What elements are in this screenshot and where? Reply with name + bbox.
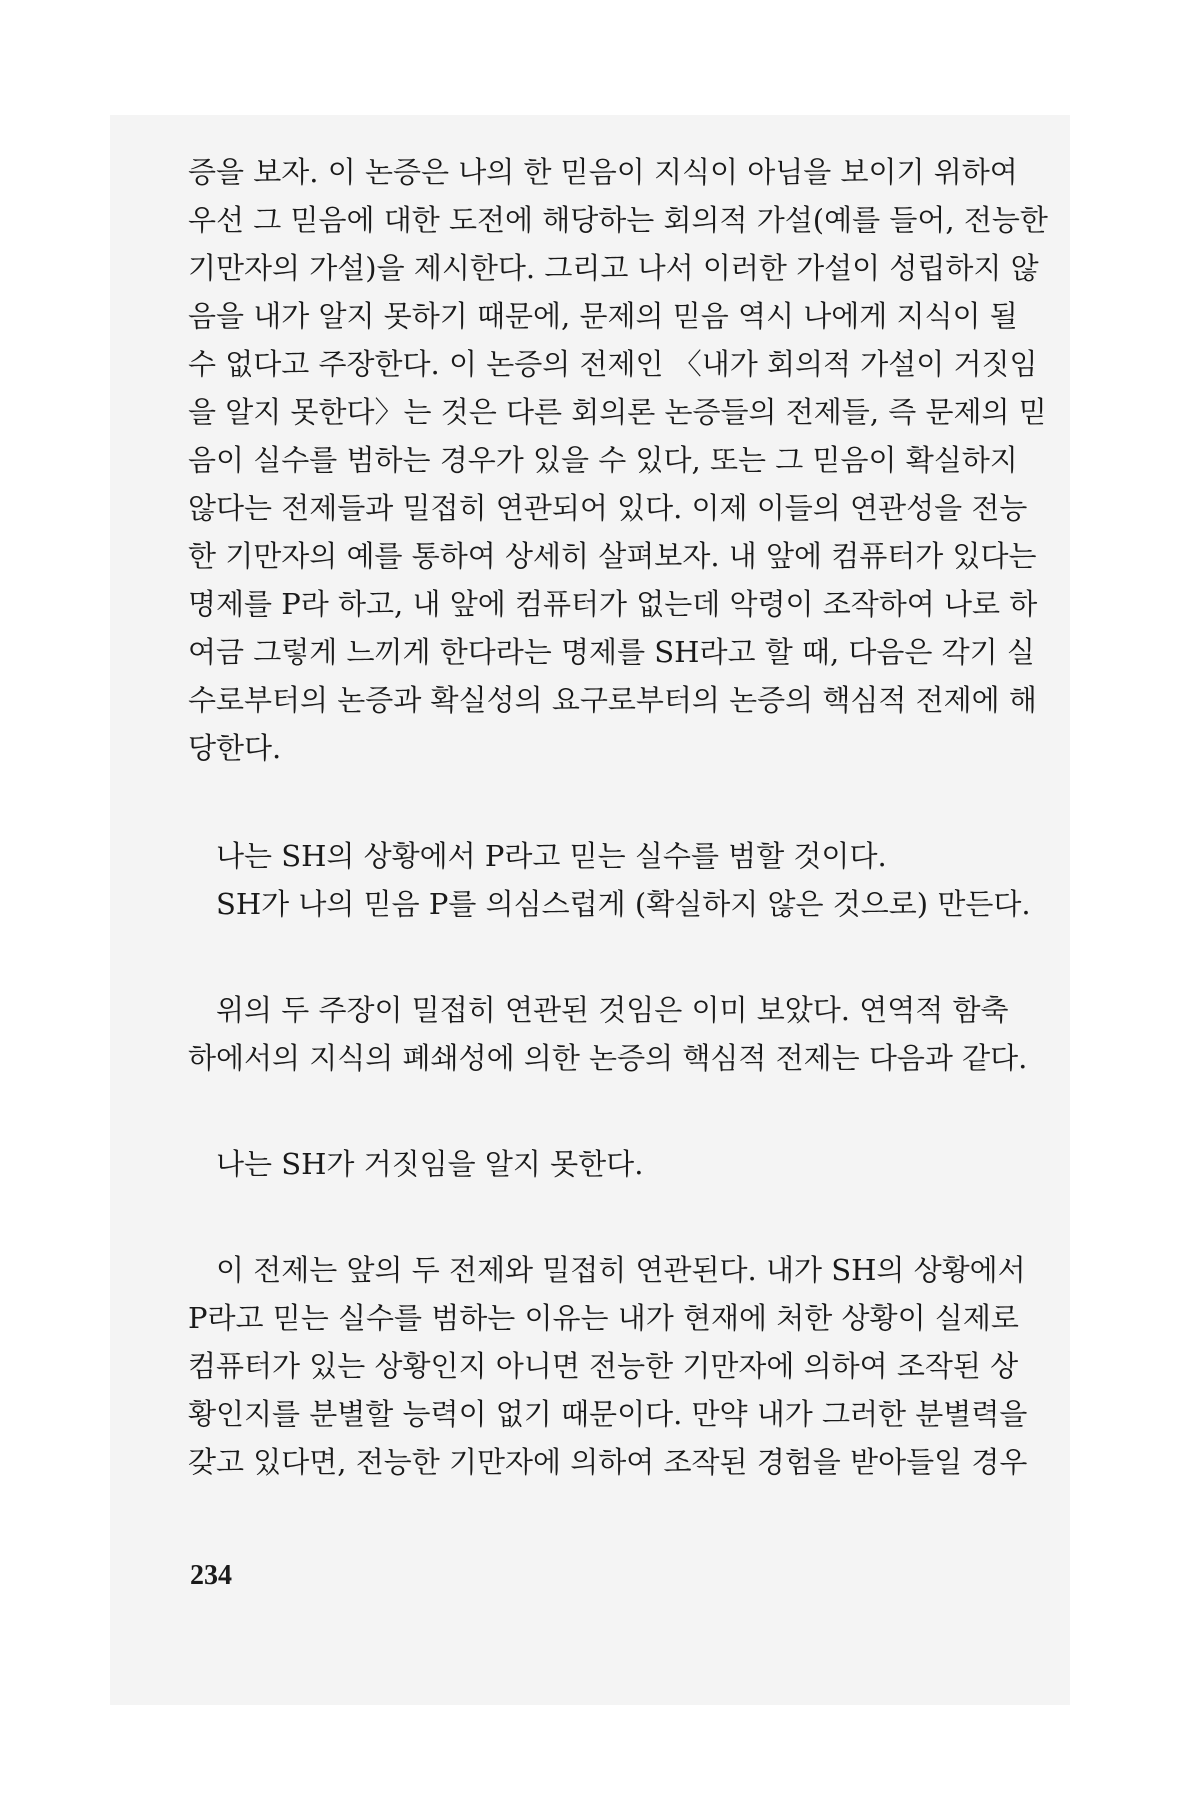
- text-line: 명제를 P라 하고, 내 앞에 컴퓨터가 없는데 악령이 조작하여 나로 하: [188, 587, 1038, 621]
- text-line: 황인지를 분별할 능력이 없기 때문이다. 만약 내가 그러한 분별력을: [188, 1397, 1028, 1431]
- text-line: 우선 그 믿음에 대한 도전에 해당하는 회의적 가설(예를 들어, 전능한: [188, 203, 1048, 237]
- text-line: 한 기만자의 예를 통하여 상세히 살펴보자. 내 앞에 컴퓨터가 있다는: [188, 539, 1037, 573]
- text-line: 당한다.: [188, 731, 282, 765]
- text-line: 기만자의 가설)을 제시한다. 그리고 나서 이러한 가설이 성립하지 않: [188, 251, 1039, 285]
- text-line: 을 알지 못한다〉는 것은 다른 회의론 논증들의 전제들, 즉 문제의 믿: [188, 395, 1047, 429]
- text-line: 않다는 전제들과 밀접히 연관되어 있다. 이제 이들의 연관성을 전능: [188, 491, 1028, 525]
- premise-line: 나는 SH의 상황에서 P라고 믿는 실수를 범할 것이다.: [216, 839, 887, 873]
- text-line: 위의 두 주장이 밀접히 연관된 것임은 이미 보았다. 연역적 함축: [216, 993, 1009, 1027]
- premise-line: 나는 SH가 거짓임을 알지 못한다.: [216, 1147, 644, 1181]
- text-line: 수 없다고 주장한다. 이 논증의 전제인 〈내가 회의적 가설이 거짓임: [188, 347, 1038, 381]
- text-line: 음이 실수를 범하는 경우가 있을 수 있다, 또는 그 믿음이 확실하지: [188, 443, 1018, 477]
- text-line: P라고 믿는 실수를 범하는 이유는 내가 현재에 처한 상황이 실제로: [188, 1301, 1019, 1335]
- text-line: 수로부터의 논증과 확실성의 요구로부터의 논증의 핵심적 전제에 해: [188, 683, 1037, 717]
- text-line: 여금 그렇게 느끼게 한다라는 명제를 SH라고 할 때, 다음은 각기 실: [188, 635, 1035, 669]
- text-line: 하에서의 지식의 폐쇄성에 의한 논증의 핵심적 전제는 다음과 같다.: [188, 1041, 1028, 1075]
- page-number: 234: [190, 1560, 232, 1591]
- text-line: 음을 내가 알지 못하기 때문에, 문제의 믿음 역시 나에게 지식이 될: [188, 299, 1018, 333]
- text-line: 컴퓨터가 있는 상황인지 아니면 전능한 기만자에 의하여 조작된 상: [188, 1349, 1019, 1383]
- text-line: 갖고 있다면, 전능한 기만자에 의하여 조작된 경험을 받아들일 경우: [188, 1445, 1028, 1479]
- text-line: 증을 보자. 이 논증은 나의 한 믿음이 지식이 아님을 보이기 위하여: [188, 155, 1018, 189]
- text-line: 이 전제는 앞의 두 전제와 밀접히 연관된다. 내가 SH의 상황에서: [216, 1253, 1026, 1287]
- premise-line: SH가 나의 믿음 P를 의심스럽게 (확실하지 않은 것으로) 만든다.: [216, 887, 1031, 921]
